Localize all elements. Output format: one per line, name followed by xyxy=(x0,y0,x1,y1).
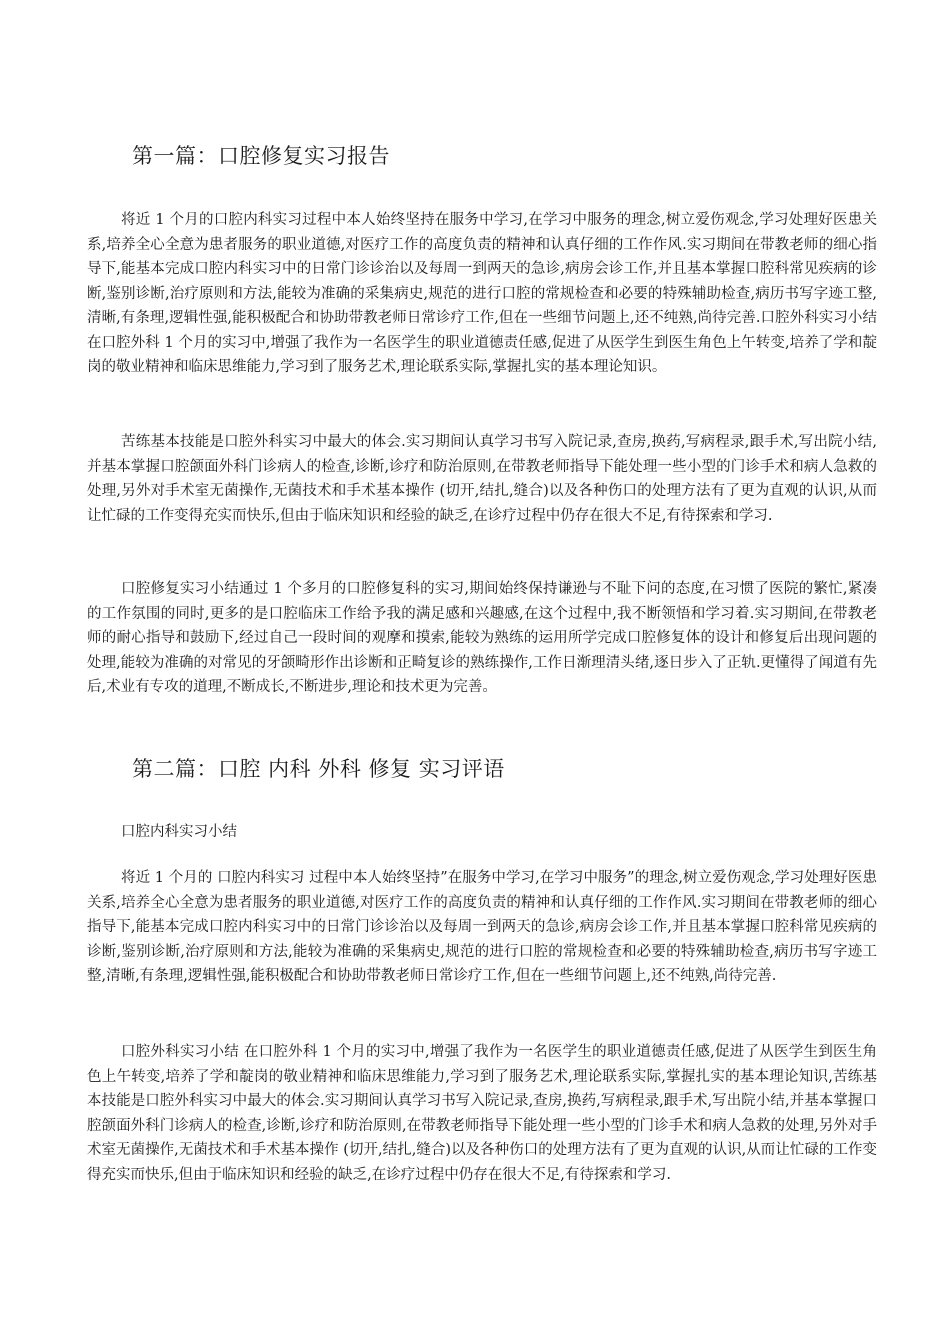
section1-paragraph-3: 口腔修复实习小结通过 1 个多月的口腔修复科的实习,期间始终保持谦逊与不耻下问的态度,在习惯了医院的繁忙,紧凑的工作氛围的同时,更多的是口腔临床工作给予我的满足感和兴趣感,在这个过程中,我不断领悟和学习着.实习期间,在带教老师的耐心指导和鼓励下,经过自己一段时间的观摩和摸索,能较为熟练的运用所学完成口腔修复体的设计和修复后出现问题的处理,能较为准确的对常见的牙颌畸形作出诊断和正畸复诊的熟练操作,工作日渐理清头绪,逐日步入了正轨.更懂得了闻道有先后,术业有专攻的道理,不断成长,不断进步,理论和技术更为完善。 xyxy=(87,581,877,695)
section1-paragraph-2: 苦练基本技能是口腔外科实习中最大的体会.实习期间认真学习书写入院记录,查房,换药,写病程录,跟手术,写出院小结,并基本掌握口腔颌面外科门诊病人的检查,诊断,诊疗和防治原则,在带教老师指导下能处理一些小型的门诊手术和病人急救的处理,另外对手术室无菌操作,无菌技术和手术基本操作 (切开,结扎,缝合)以及各种伤口的处理方法有了更为直观的认识,从而让忙碌的工作变得充实而快乐,但由于临床知识和经验的缺乏,在诊疗过程中仍存在很大不足,有待探索和学习. xyxy=(87,434,877,524)
section2-paragraph-1: 将近 1 个月的 口腔内科实习 过程中本人始终坚持”在服务中学习,在学习中服务”的理念,树立爱伤观念,学习处理好医患关系,培养全心全意为患者服务的职业道德,对医疗工作的高度负责的精神和认真仔细的工作作风.实习期间在带教老师的细心指导下,能基本完成口腔内科实习中的日常门诊诊治以及每周一到两天的急诊,病房会诊工作,并且基本掌握口腔科常见疾病的诊断,鉴别诊断,治疗原则和方法,能较为准确的采集病史,规范的进行口腔的常规检查和必要的特殊辅助检查,病历书写字迹工整,清晰,有条理,逻辑性强,能积极配合和协助带教老师日常诊疗工作,但在一些细节问题上,还不纯熟,尚待完善. xyxy=(87,870,877,984)
section2-paragraph-2: 口腔外科实习小结 在口腔外科 1 个月的实习中,增强了我作为一名医学生的职业道德责任感,促进了从医学生到医生角色上午转变,培养了学和靛岗的敬业精神和临床思维能力,学习到了服务艺术,理论联系实际,掌握扎实的基本理论知识,苦练基本技能是口腔外科实习中最大的体会.实习期间认真学习书写入院记录,查房,换药,写病程录,跟手术,写出院小结,并基本掌握口腔颌面外科门诊病人的检查,诊断,诊疗和防治原则,在带教老师指导下能处理一些小型的门诊手术和病人急救的处理,另外对手术室无菌操作,无菌技术和手术基本操作 (切开,结扎,缝合)以及各种伤口的处理方法有了更为直观的认识,从而让忙碌的工作变得充实而快乐,但由于临床知识和经验的缺乏,在诊疗过程中仍存在很大不足,有待探索和学习. xyxy=(87,1044,877,1183)
section1-title: 第一篇：口腔修复实习报告 xyxy=(132,144,390,168)
section2-title: 第二篇：口腔 内科 外科 修复 实习评语 xyxy=(132,757,505,781)
section2-subtitle: 口腔内科实习小结 xyxy=(121,824,237,840)
section1-paragraph-1: 将近 1 个月的口腔内科实习过程中本人始终坚持在服务中学习,在学习中服务的理念,树立爱伤观念,学习处理好医患关系,培养全心全意为患者服务的职业道德,对医疗工作的高度负责的精神和认真仔细的工作作风.实习期间在带教老师的细心指导下,能基本完成口腔内科实习中的日常门诊诊治以及每周一到两天的急诊,病房会诊工作,并且基本掌握口腔科常见疾病的诊断,鉴别诊断,治疗原则和方法,能较为准确的采集病史,规范的进行口腔的常规检查和必要的特殊辅助检查,病历书写字迹工整,清晰,有条理,逻辑性强,能积极配合和协助带教老师日常诊疗工作,但在一些细节问题上,还不纯熟,尚待完善.口腔外科实习小结在口腔外科 1 个月的实习中,增强了我作为一名医学生的职业道德责任感,促进了从医学生到医生角色上午转变,培养了学和靛岗的敬业精神和临床思维能力,学习到了服务艺术,理论联系实际,掌握扎实的基本理论知识。 xyxy=(87,212,877,375)
